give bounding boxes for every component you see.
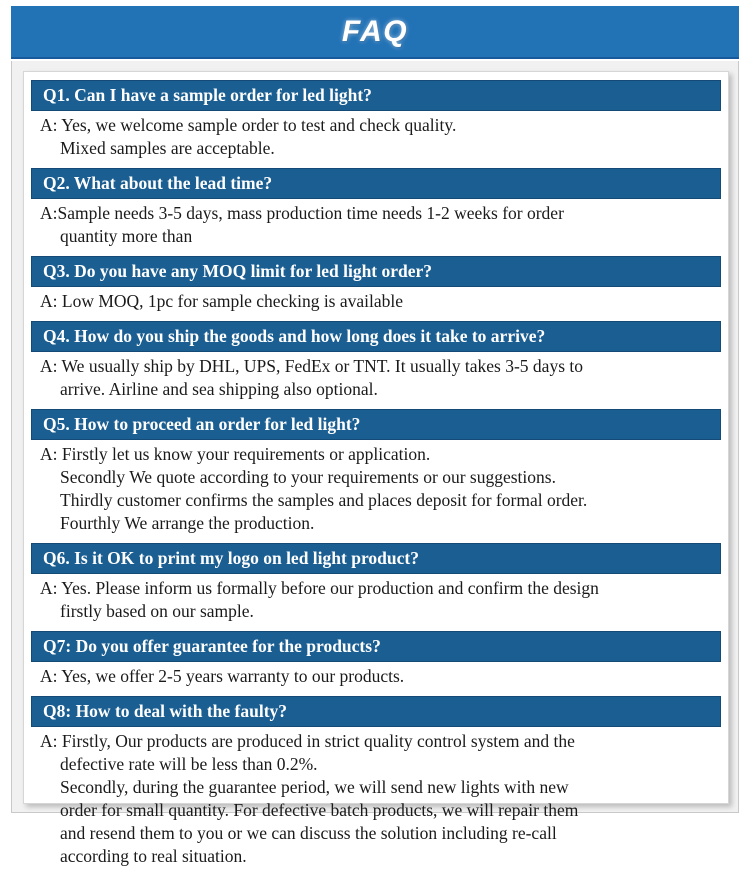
faq-question-bar[interactable]: Q7: Do you offer guarantee for the products? xyxy=(31,631,721,662)
faq-item xyxy=(31,168,721,252)
faq-answer-line: quantity more than xyxy=(60,226,193,247)
faq-question-bar[interactable]: Q2. What about the lead time? xyxy=(31,168,721,199)
faq-answer xyxy=(31,111,721,164)
faq-question-bar[interactable]: Q8: How to deal with the faulty? xyxy=(31,696,721,727)
faq-question-bar[interactable]: Q5. How to proceed an order for led light? xyxy=(31,409,721,440)
faq-list xyxy=(31,80,721,871)
faq-answer-line: firstly based on our sample. xyxy=(60,600,254,621)
faq-answer xyxy=(31,287,721,317)
faq-item xyxy=(31,631,721,692)
faq-answer-line: Thirdly customer confirms the samples and places deposit for formal order. xyxy=(60,489,588,510)
faq-question-bar[interactable]: Q4. How do you ship the goods and how long does it take to arrive? xyxy=(31,321,721,352)
faq-answer-line: Secondly, during the guarantee period, we will send new lights with new xyxy=(60,776,569,797)
faq-answer-line: according to real situation. xyxy=(60,845,247,866)
faq-answer-line: A: Yes, we welcome sample order to test and check quality. xyxy=(40,115,457,136)
faq-banner xyxy=(11,6,739,59)
page-title: FAQ xyxy=(341,14,409,48)
faq-question-bar[interactable]: Q6. Is it OK to print my logo on led light product? xyxy=(31,543,721,574)
faq-answer-line: A:Sample needs 3-5 days, mass production time needs 1-2 weeks for order xyxy=(40,203,564,224)
faq-item xyxy=(31,256,721,317)
faq-answer-line: and resend them to you or we can discuss the solution including re-call xyxy=(60,822,557,843)
faq-item xyxy=(31,696,721,871)
faq-answer-line: Fourthly We arrange the production. xyxy=(60,512,315,533)
faq-answer-line: arrive. Airline and sea shipping also optional. xyxy=(60,379,378,400)
faq-answer xyxy=(31,574,721,627)
faq-answer xyxy=(31,199,721,252)
faq-answer xyxy=(31,727,721,871)
faq-answer-line: A: Firstly let us know your requirements or application. xyxy=(40,444,431,465)
faq-answer xyxy=(31,662,721,692)
faq-answer-line: A: Yes, we offer 2-5 years warranty to our products. xyxy=(40,665,405,686)
faq-question-bar[interactable]: Q3. Do you have any MOQ limit for led light order? xyxy=(31,256,721,287)
faq-answer-line: order for small quantity. For defective batch products, we will repair them xyxy=(60,799,579,820)
faq-item xyxy=(31,543,721,627)
faq-answer-line: Mixed samples are acceptable. xyxy=(60,138,275,159)
faq-answer-line: Secondly We quote according to your requirements or our suggestions. xyxy=(60,467,556,487)
faq-answer-line: A: We usually ship by DHL, UPS, FedEx or TNT. It usually takes 3-5 days to xyxy=(40,356,583,377)
faq-panel xyxy=(23,71,729,866)
faq-item xyxy=(31,80,721,164)
faq-question-bar[interactable]: Q1. Can I have a sample order for led light? xyxy=(31,80,721,111)
faq-answer-line: A: Low MOQ, 1pc for sample checking is available xyxy=(40,291,404,312)
faq-answer-line: A: Firstly, Our products are produced in strict quality control system and the xyxy=(40,730,575,751)
faq-item xyxy=(31,409,721,539)
faq-answer xyxy=(31,352,721,405)
faq-item xyxy=(31,321,721,405)
faq-answer xyxy=(31,440,721,539)
faq-answer-line: A: Yes. Please inform us formally before our production and confirm the design xyxy=(40,577,599,598)
faq-answer-line: defective rate will be less than 0.2%. xyxy=(60,753,318,774)
